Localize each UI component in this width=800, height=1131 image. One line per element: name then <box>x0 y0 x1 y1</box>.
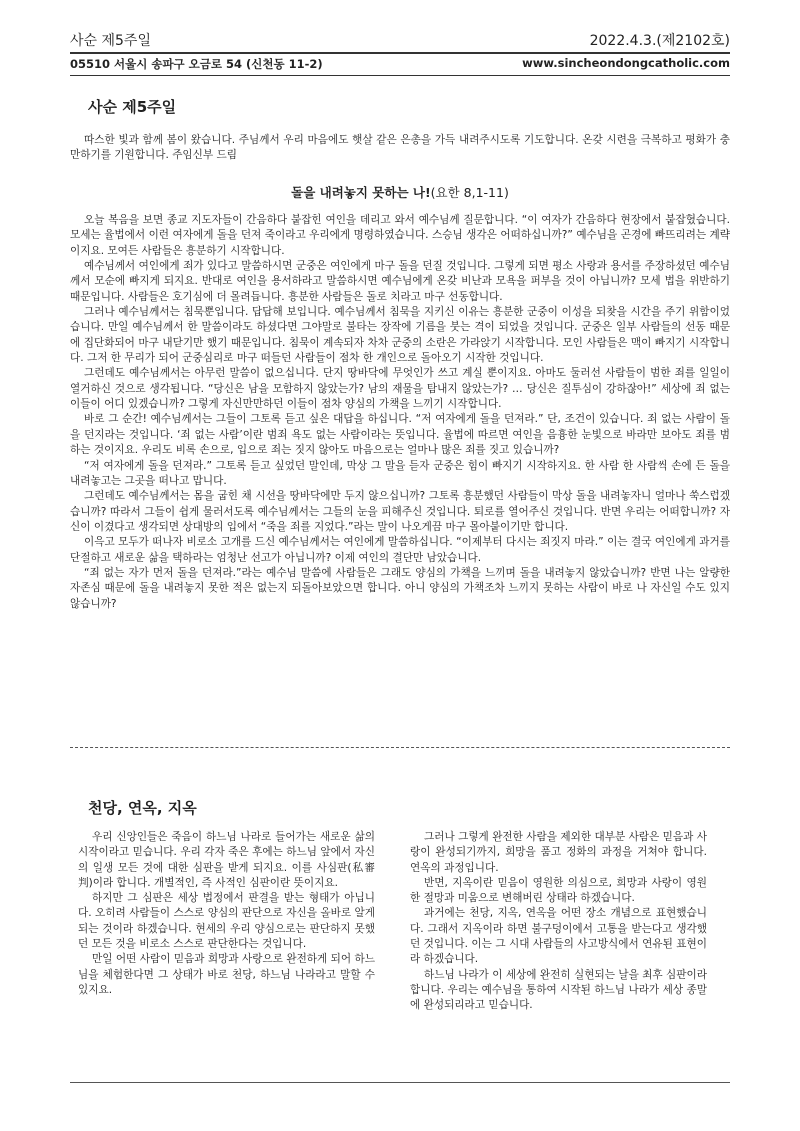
address-bar <box>70 56 730 74</box>
homily-paragraph: “죄 없는 자가 먼저 돌을 던져라.”라는 예수님 말씀에 사람들은 그래도 양심의 가책을 느끼며 돌을 내려놓지 않았습니까? 반면 나는 알량한 자존심 때문에 돌을 내려놓지 못한 적은 없는지 되돌아보았으면 합니다. 아니 양심의 가책조차 느끼지 못하는 사람이 바로 나 자신일 수도 있지 않습니까? <box>70 566 730 610</box>
homily-paragraph: 오늘 복음을 보면 종교 지도자들이 간음하다 붙잡힌 여인을 데리고 와서 예수님께 질문합니다. “이 여자가 간음하다 현장에서 붙잡혔습니다. 모세는 율법에서 이런 여자에게 돌을 던져 죽이라고 우리에게 명령하였습니다. 스승님 생각은 어떠하십니까?” 예수님을 곤경에 빠뜨리려는 계략이지요. 모여든 사람들은 흥분하기 시작합니다. <box>70 214 730 257</box>
homily-paragraph: 그런데도 예수님께서는 아무런 말씀이 없으십니다. 단지 땅바닥에 무엇인가 쓰고 계실 뿐이지요. 아마도 둘러선 사람들이 범한 죄를 일일이 열거하신 것으로 생각됩니다. “당신은 남을 모함하지 않았는가? 남의 재물을 탐내지 않았는가? … 당신은 질투심이 강하잖아!” 세상에 죄 없는 이들이 어디 있겠습니까? 그렇게 자신만만하던 이들이 점차 양심의 가책을 느끼기 시작합니다. <box>70 367 730 411</box>
article-right-column <box>410 830 707 1014</box>
homily-title <box>70 183 730 201</box>
bulletin-title: 사순 제5주일 <box>70 33 151 49</box>
church-website[interactable]: www.sincheondongcatholic.com <box>522 56 730 70</box>
article-paragraph: 과거에는 천당, 지옥, 연옥을 어떤 장소 개념으로 표현했습니다. 그래서 지옥이라 하면 불구덩이에서 고통을 받는다고 생각했던 것입니다. 이는 그 시대 사람들의 사고방식에서 연유된 표현이라 하겠습니다. <box>410 907 707 966</box>
homily-title-main: 돌을 내려놓지 못하는 나! <box>291 185 431 200</box>
article-paragraph: 만일 어떤 사람이 믿음과 희망과 사랑으로 완전하게 되어 하느님을 체험한다면 그 상태가 바로 천당, 하느님 나라라고 말할 수 있지요. <box>78 953 375 996</box>
issue-date: 2022.4.3.(제2102호) <box>589 33 730 49</box>
homily-paragraph: 이윽고 모두가 떠나자 비로소 고개를 드신 예수님께서는 여인에게 말씀하십니다. “이제부터 다시는 죄짓지 마라.” 이는 결국 여인에게 과거를 단절하고 새로운 삶을 택하라는 엄청난 선고가 아닙니까? 이제 여인의 결단만 남았습니다. <box>70 536 730 564</box>
footer-rule <box>70 1082 730 1083</box>
greeting-text: 따스한 빛과 함께 봄이 왔습니다. 주님께서 우리 마음에도 햇살 같은 은총을 가득 내려주시도록 기도합니다. 온갖 시련을 극복하고 평화가 충만하기를 기원합니다. 주임신부 드림 <box>70 134 730 162</box>
homily-paragraph: 그런데도 예수님께서는 몸을 굽힌 채 시선을 땅바닥에만 두지 않으십니까? 그토록 흥분했던 사람들이 막상 돌을 내려놓자니 얼마나 쑥스럽겠습니까? 따라서 그들이 쉽게 물러서도록 예수님께서는 그들의 눈을 피해주신 것입니다. 퇴로를 열어주신 것입니다. 반면 우리는 어떠합니까? 자신이 이겼다고 생각되면 상대방의 입에서 “죽을 죄를 지었다.”라는 말이 나오게끔 마구 몰아붙이기만 합니다. <box>70 490 730 533</box>
address-rule <box>70 75 730 76</box>
header-rule <box>70 52 730 54</box>
article-paragraph: 우리 신앙인들은 죽음이 하느님 나라로 들어가는 새로운 삶의 시작이라고 믿습니다. 우리 각자 죽은 후에는 하느님 앞에서 자신의 일생 모든 것에 대한 심판을 받게 되지요. 이를 사심판(私審判)이라 합니다. 개별적인, 즉 사적인 심판이란 뜻이지요. <box>78 831 375 889</box>
homily-paragraph: 그러나 예수님께서는 침묵뿐입니다. 답답해 보입니다. 예수님께서 침묵을 지키신 이유는 흥분한 군중이 이성을 되찾을 시간을 주기 위함이었습니다. 만일 예수님께서 한 말씀이라도 하셨다면 그야말로 불타는 장작에 기름을 붓는 격이 되었을 것입니다. 군중은 일부 사람들의 선동 때문에 집단화되어 마구 내닫기만 했기 때문입니다. 침묵이 계속되자 차차 군중의 소란은 가라앉기 시작합니다. 모인 사람들은 맥이 빠지기 시작합니다. 그저 한 무리가 되어 군중심리로 마구 떠들던 사람들이 점차 한 개인으로 돌아오기 시작한 것입니다. <box>70 306 730 365</box>
church-address: 05510 서울시 송파구 오금로 54 (신천동 11-2) <box>70 57 323 71</box>
greeting-title: 사순 제5주일 <box>88 98 177 116</box>
article-paragraph: 하지만 그 심판은 세상 법정에서 판결을 받는 형태가 아닙니다. 오히려 사람들이 스스로 양심의 판단으로 자신을 올바로 알게 되는 것이라 하겠습니다. 현세의 우리 양심으로는 판단하지 못했던 모든 것을 비로소 스스로 판단한다는 것입니다. <box>78 892 375 951</box>
homily-body <box>70 213 730 612</box>
article-left-column <box>78 830 375 998</box>
article-paragraph: 그러나 그렇게 완전한 사람을 제외한 대부분 사람은 믿음과 사랑이 완성되기까지, 희망을 품고 정화의 과정을 거쳐야 합니다. 연옥의 과정입니다. <box>410 831 707 874</box>
homily-scripture-ref: (요한 8,1-11) <box>430 185 509 200</box>
section-divider <box>70 747 730 748</box>
article-title: 천당, 연옥, 지옥 <box>88 799 197 817</box>
article-paragraph: 반면, 지옥이란 믿음이 영원한 의심으로, 희망과 사랑이 영원한 절망과 미움으로 변해버린 상태라 하겠습니다. <box>410 876 707 905</box>
homily-paragraph: “저 여자에게 돌을 던져라.” 그토록 듣고 싶었던 말인데, 막상 그 말을 듣자 군중은 힘이 빠지기 시작하지요. 한 사람 한 사람씩 손에 든 돌을 내려놓고는 그곳을 떠나고 맙니다. <box>70 459 730 487</box>
homily-paragraph: 예수님께서 여인에게 죄가 있다고 말씀하시면 군중은 여인에게 마구 돌을 던질 것입니다. 그렇게 되면 평소 사랑과 용서를 주장하셨던 예수님께서 모순에 빠지게 되지요. 반대로 여인을 용서하라고 말씀하시면 예수님에게 온갖 비난과 모욕을 퍼부을 것이 아닙니까? 모세 법을 위반하기 때문입니다. 사람들은 호기심에 더 몰려듭니다. 흥분한 사람들은 돌로 치라고 마구 선동합니다. <box>70 260 730 303</box>
page-header <box>70 30 730 50</box>
homily-paragraph: 바로 그 순간! 예수님께서는 그들이 그토록 듣고 싶은 대답을 하십니다. “저 여자에게 돌을 던져라.” 단, 조건이 있습니다. 죄 없는 사람이 돌을 던지라는 것입니다. ‘죄 없는 사람’이란 범죄 욕도 없는 사람이라는 뜻입니다. 율법에 따르면 여인을 음흉한 눈빛으로 바라만 보아도 죄를 범하는 것이지요. 우리도 비록 손으로, 입으로 죄는 짓지 않아도 마음으로는 얼마나 많은 죄를 짓고 있습니까? <box>70 413 730 457</box>
article-paragraph: 하느님 나라가 이 세상에 완전히 실현되는 날을 최후 심판이라 합니다. 우리는 예수님을 통하여 시작된 하느님 나라가 세상 종말에 완성되리라고 믿습니다. <box>410 968 707 1012</box>
